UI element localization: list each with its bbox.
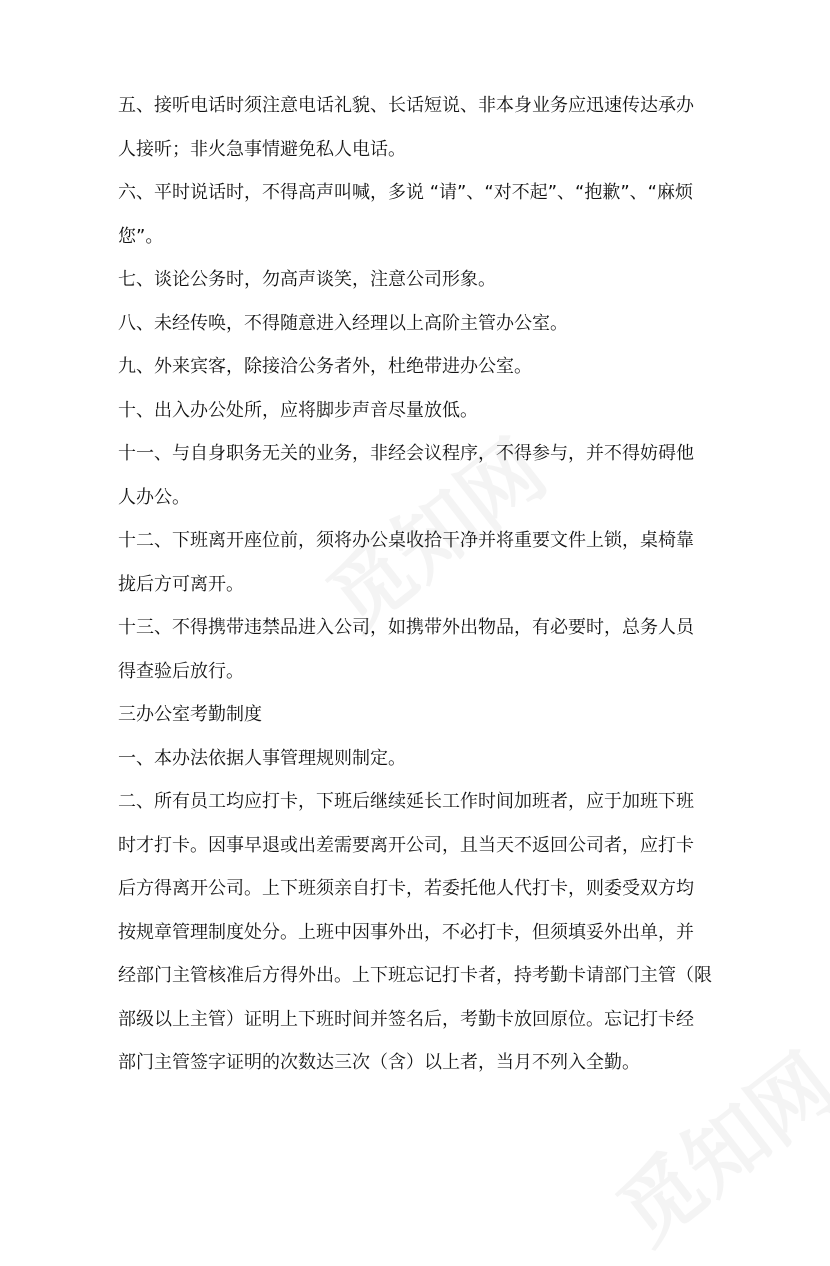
text-line: 拢后方可离开。 xyxy=(118,573,244,595)
text-line: 十、出入办公处所，应将脚步声音尽量放低。 xyxy=(118,399,478,421)
text-line: 十三、不得携带违禁品进入公司，如携带外出物品，有必要时，总务人员 xyxy=(118,617,694,638)
text-line: 六、平时说话时，不得高声叫喊，多说 “请”、“对不起”、“抱歉”、“麻烦 xyxy=(118,182,693,203)
text-line: 您”。 xyxy=(118,225,164,247)
document-body xyxy=(118,84,758,1085)
text-line: 八、未经传唤，不得随意进入经理以上高阶主管办公室。 xyxy=(118,312,568,334)
section-heading: 三办公室考勤制度 xyxy=(118,704,262,725)
text-line: 十二、下班离开座位前，须将办公桌收拾干净并将重要文件上锁，桌椅靠 xyxy=(118,530,694,551)
text-line: 部门主管签字证明的次数达三次（含）以上者，当月不列入全勤。 xyxy=(118,1052,640,1073)
text-line: 九、外来宾客，除接洽公务者外，杜绝带进办公室。 xyxy=(118,356,532,377)
text-line: 部级以上主管）证明上下班时间并签名后，考勤卡放回原位。忘记打卡经 xyxy=(118,1008,694,1030)
text-line: 一、本办法依据人事管理规则制定。 xyxy=(118,747,406,769)
text-line: 得查验后放行。 xyxy=(118,660,244,682)
text-line: 时才打卡。因事早退或出差需要离开公司，且当天不返回公司者，应打卡 xyxy=(118,834,694,856)
text-line: 五、接听电话时须注意电话礼貌、长话短说、非本身业务应迅速传达承办 xyxy=(118,95,694,116)
text-line: 七、谈论公务时，勿高声谈笑，注意公司形象。 xyxy=(118,269,496,290)
text-line: 后方得离开公司。上下班须亲自打卡，若委托他人代打卡，则委受双方均 xyxy=(118,878,694,899)
text-line: 十一、与自身职务无关的业务，非经会议程序，不得参与，并不得妨碍他 xyxy=(118,443,694,464)
text-line: 二、所有员工均应打卡，下班后继续延长工作时间加班者，应于加班下班 xyxy=(118,791,694,812)
text-line: 按规章管理制度处分。上班中因事外出，不必打卡，但须填妥外出单，并 xyxy=(118,921,694,943)
text-line: 人接听；非火急事情避免私人电话。 xyxy=(118,138,406,160)
text-line: 经部门主管核准后方得外出。上下班忘记打卡者，持考勤卡请部门主管（限 xyxy=(118,965,712,986)
text-line: 人办公。 xyxy=(118,486,190,508)
